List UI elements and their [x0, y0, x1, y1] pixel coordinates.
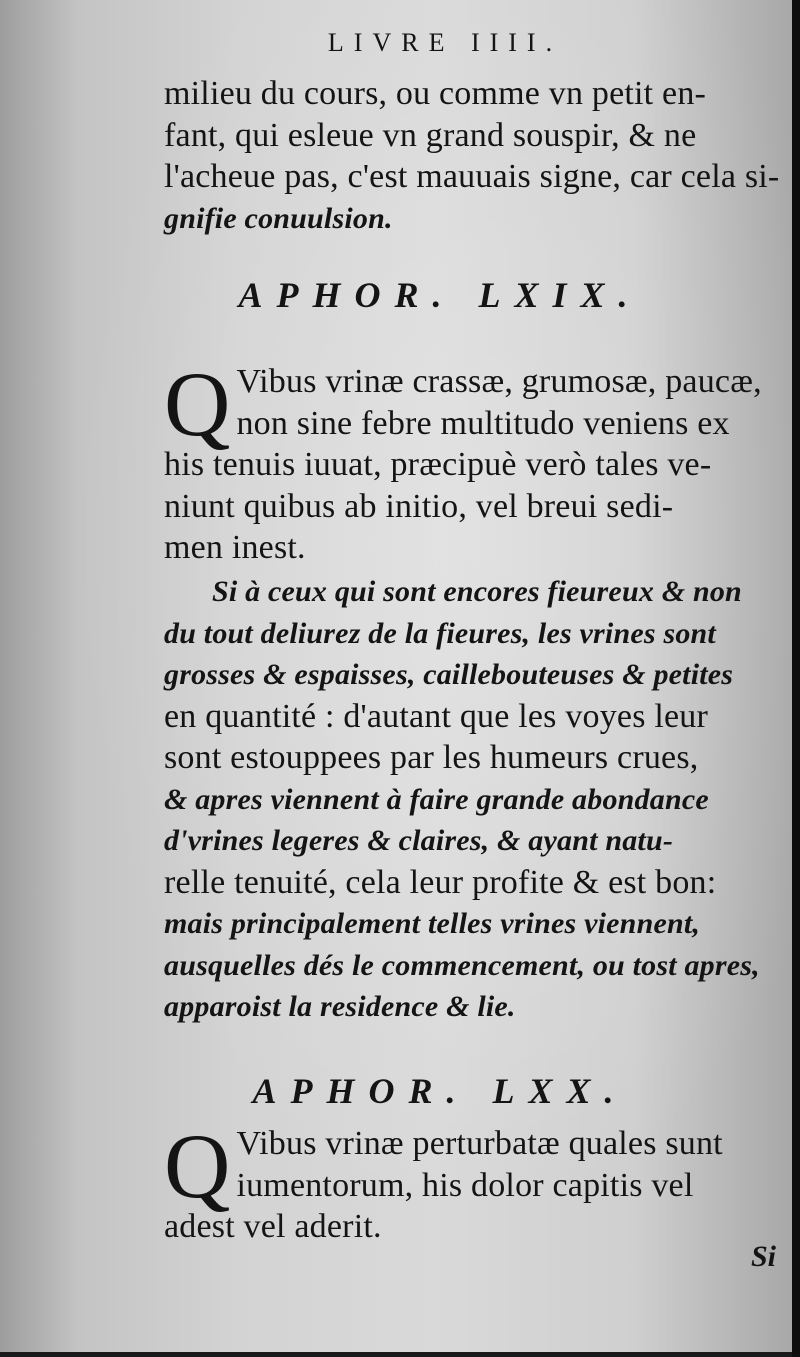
text-line: du tout deliurez de la fieures, les vrines sont	[164, 616, 716, 650]
text-line: iumentorum, his dolor capitis vel	[236, 1166, 694, 1204]
latin-paragraph	[164, 1115, 776, 1249]
drop-cap: Q	[164, 353, 231, 455]
text-line: fant, qui esleue vn grand souspir, & ne	[164, 116, 697, 154]
text-line: milieu du cours, ou comme vn petit en-	[164, 75, 707, 112]
text-line: Si à ceux qui sont encores fieureux & non	[212, 575, 742, 608]
text-line: ausquelles dés le commencement, ou tost apres,	[164, 948, 760, 982]
text-line: niunt quibus ab initio, vel breui sedi-	[164, 487, 674, 525]
latin-paragraph	[164, 353, 776, 570]
text-line: grosses & espaisses, caillebouteuses & petites	[164, 658, 734, 691]
french-paragraph	[164, 572, 776, 1029]
running-title: LIVRE IIII.	[327, 28, 563, 57]
aphorism-heading: APHOR. LXIX.	[238, 275, 642, 315]
text-line: gnifie conuulsion.	[164, 201, 393, 235]
text-line: l'acheue pas, c'est mauuais signe, car cela si-	[164, 158, 780, 195]
text-line: non sine febre multitudo veniens ex	[236, 404, 730, 442]
text-line: Vibus vrinæ crassæ, grumosæ, paucæ,	[236, 363, 762, 400]
text-line: sont estouppees par les humeurs crues,	[164, 739, 699, 776]
intro-paragraph	[164, 74, 780, 240]
text-line: relle tenuité, cela leur profite & est bon:	[164, 863, 717, 901]
drop-cap: Q	[164, 1115, 231, 1217]
text-line: apparoist la residence & lie.	[164, 990, 516, 1023]
aphorism-heading: APHOR. LXX.	[252, 1071, 628, 1111]
text-line: d'vrines legeres & claires, & ayant natu-	[164, 824, 674, 857]
text-line: & apres viennent à faire grande abondance	[164, 782, 709, 816]
text-line: his tenuis iuuat, præcipuè verò tales ve-	[164, 446, 712, 483]
text-line: mais principalement telles vrines viennent,	[164, 907, 701, 940]
text-line: Vibus vrinæ perturbatæ quales sunt	[236, 1125, 723, 1162]
text-line: adest vel aderit.	[164, 1208, 382, 1245]
page-edge	[792, 0, 800, 1357]
catchword: Si	[750, 1240, 776, 1273]
text-line: en quantité : d'autant que les voyes leur	[164, 697, 708, 735]
text-line: men inest.	[164, 529, 306, 566]
